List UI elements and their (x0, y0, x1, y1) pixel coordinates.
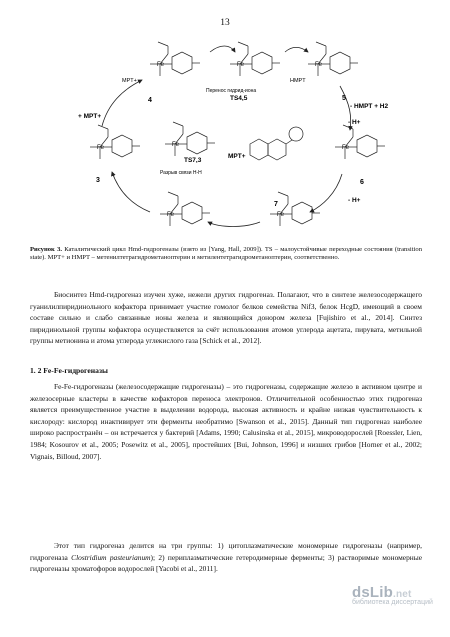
watermark-subtitle: библиотека диссертаций (352, 599, 433, 606)
compound-6-label: 6 (360, 179, 364, 186)
watermark-logo: dsLib.net (352, 584, 412, 601)
paragraph-fefe-hydrogenases: Fe-Fe-гидрогеназы (железосодержащие гидрогеназы) – это гидрогеназы, содержащие железо в активном центре и железосерные кластеры в качестве кофакторов переноса электронов. Отличительной особенностью этих гидрогеназ является преимущественное участие в выделении водорода, высокая активность и крайне низкая чувствительность к кислороду: кислород инактивирует эти ферменты необратимо [Swanson et al., 2015]. Данный тип гидрогеназ наиболее широко распространён – он встречается у бактерий [Adams, 1990; Calusinska et al., 2015], микроводорослей [Roessler, Lien, 1984; Kosourov et al., 2005; Posewitz et al., 2005], простейших [Bui, Johnson, 1996] и низших грибов [Horner et al., 2002; Vignais, Billoud, 2007]. (30, 382, 422, 461)
compound-7-label: 7 (274, 201, 278, 208)
hh-bond-break-note: Разрыв связи H-H (160, 170, 202, 176)
paragraph-groups: Этот тип гидрогеназ делится на три группы: 1) цитоплазматические мономерные гидрогеназы (например, гидрогеназа Clostridium pasteurianum); 2) периплазматические гетеродимерные ферменты; 3) растворимые мономерные гидрогеназы хроматофоров водорослей [Yacobi et al., 2011]. (30, 541, 422, 574)
fe-atom-label: Fe (157, 62, 165, 68)
compound-5-label: 5 (342, 95, 346, 102)
catalytic-cycle-figure (60, 34, 400, 244)
figure-caption (30, 246, 422, 263)
minus-h-right: - H+ (348, 119, 361, 126)
svg-text:Fe: Fe (315, 62, 323, 68)
dslib-watermark (352, 584, 448, 634)
reaction-scheme (60, 34, 400, 244)
minus-h-bottom: - H+ (348, 197, 361, 204)
ts73-label: TS7,3 (184, 157, 202, 164)
svg-text:Fe: Fe (172, 142, 180, 148)
svg-text:Fe: Fe (97, 145, 105, 151)
caption-text: Каталитический цикл Hmd-гидрогеназы (взято из [Yang, Hall, 2009]). TS – малоустойчивые переходные состояния (transition state). MPT+ и HMPT – метенилтетрагидрометаноптерин и метилентетрагидрометаноптерин, соответственно. (30, 246, 422, 262)
ts45-label: TS4,5 (230, 95, 248, 102)
compound-3-label: 3 (96, 177, 100, 184)
hmpt-label: HMPT (290, 78, 306, 84)
species-name: Clostridium pasteurianum (71, 552, 151, 562)
page-number: 13 (220, 18, 230, 28)
hydride-transfer-note: Перенос гидрид-иона (206, 88, 257, 94)
minus-hmpt-h2: - HMPT + H2 (350, 103, 389, 110)
mpt-center-label: MPT+ (228, 153, 246, 160)
svg-text:Fe: Fe (167, 212, 175, 218)
section-heading: 1. 2 Fe-Fe-гидрогеназы (30, 366, 108, 375)
caption-label: Рисунок 3. (30, 246, 63, 253)
svg-text:Fe: Fe (342, 145, 350, 151)
compound-4-label: 4 (148, 97, 152, 104)
mpt-molecule (250, 127, 303, 160)
svg-text:Fe: Fe (237, 62, 245, 68)
mpt-left-label: MPT+ (122, 78, 137, 84)
svg-text:Fe: Fe (277, 212, 285, 218)
paragraph-biosynthesis: Биосинтез Hmd-гидрогеназ изучен хуже, нежели других гидрогеназ. Полагают, что в синтезе железосодержащего гуанилилпиридинольного кофактора принимает участие гомолог белков семейства NifЗ, белок HcgD, имеющий в своем составе сильно и слабо связанные ионы железа и являющийся донором железа [Fujishiro et al., 2014]. Синтез пиридинольной группы кофактора осуществляется за счёт использования атомов углерода ацетата, пирувата, метильной группы метионина и атома углерода углекислого газа [Schick et al., 2012]. (30, 290, 422, 346)
mpt-plus-left: + MPT+ (78, 113, 102, 120)
